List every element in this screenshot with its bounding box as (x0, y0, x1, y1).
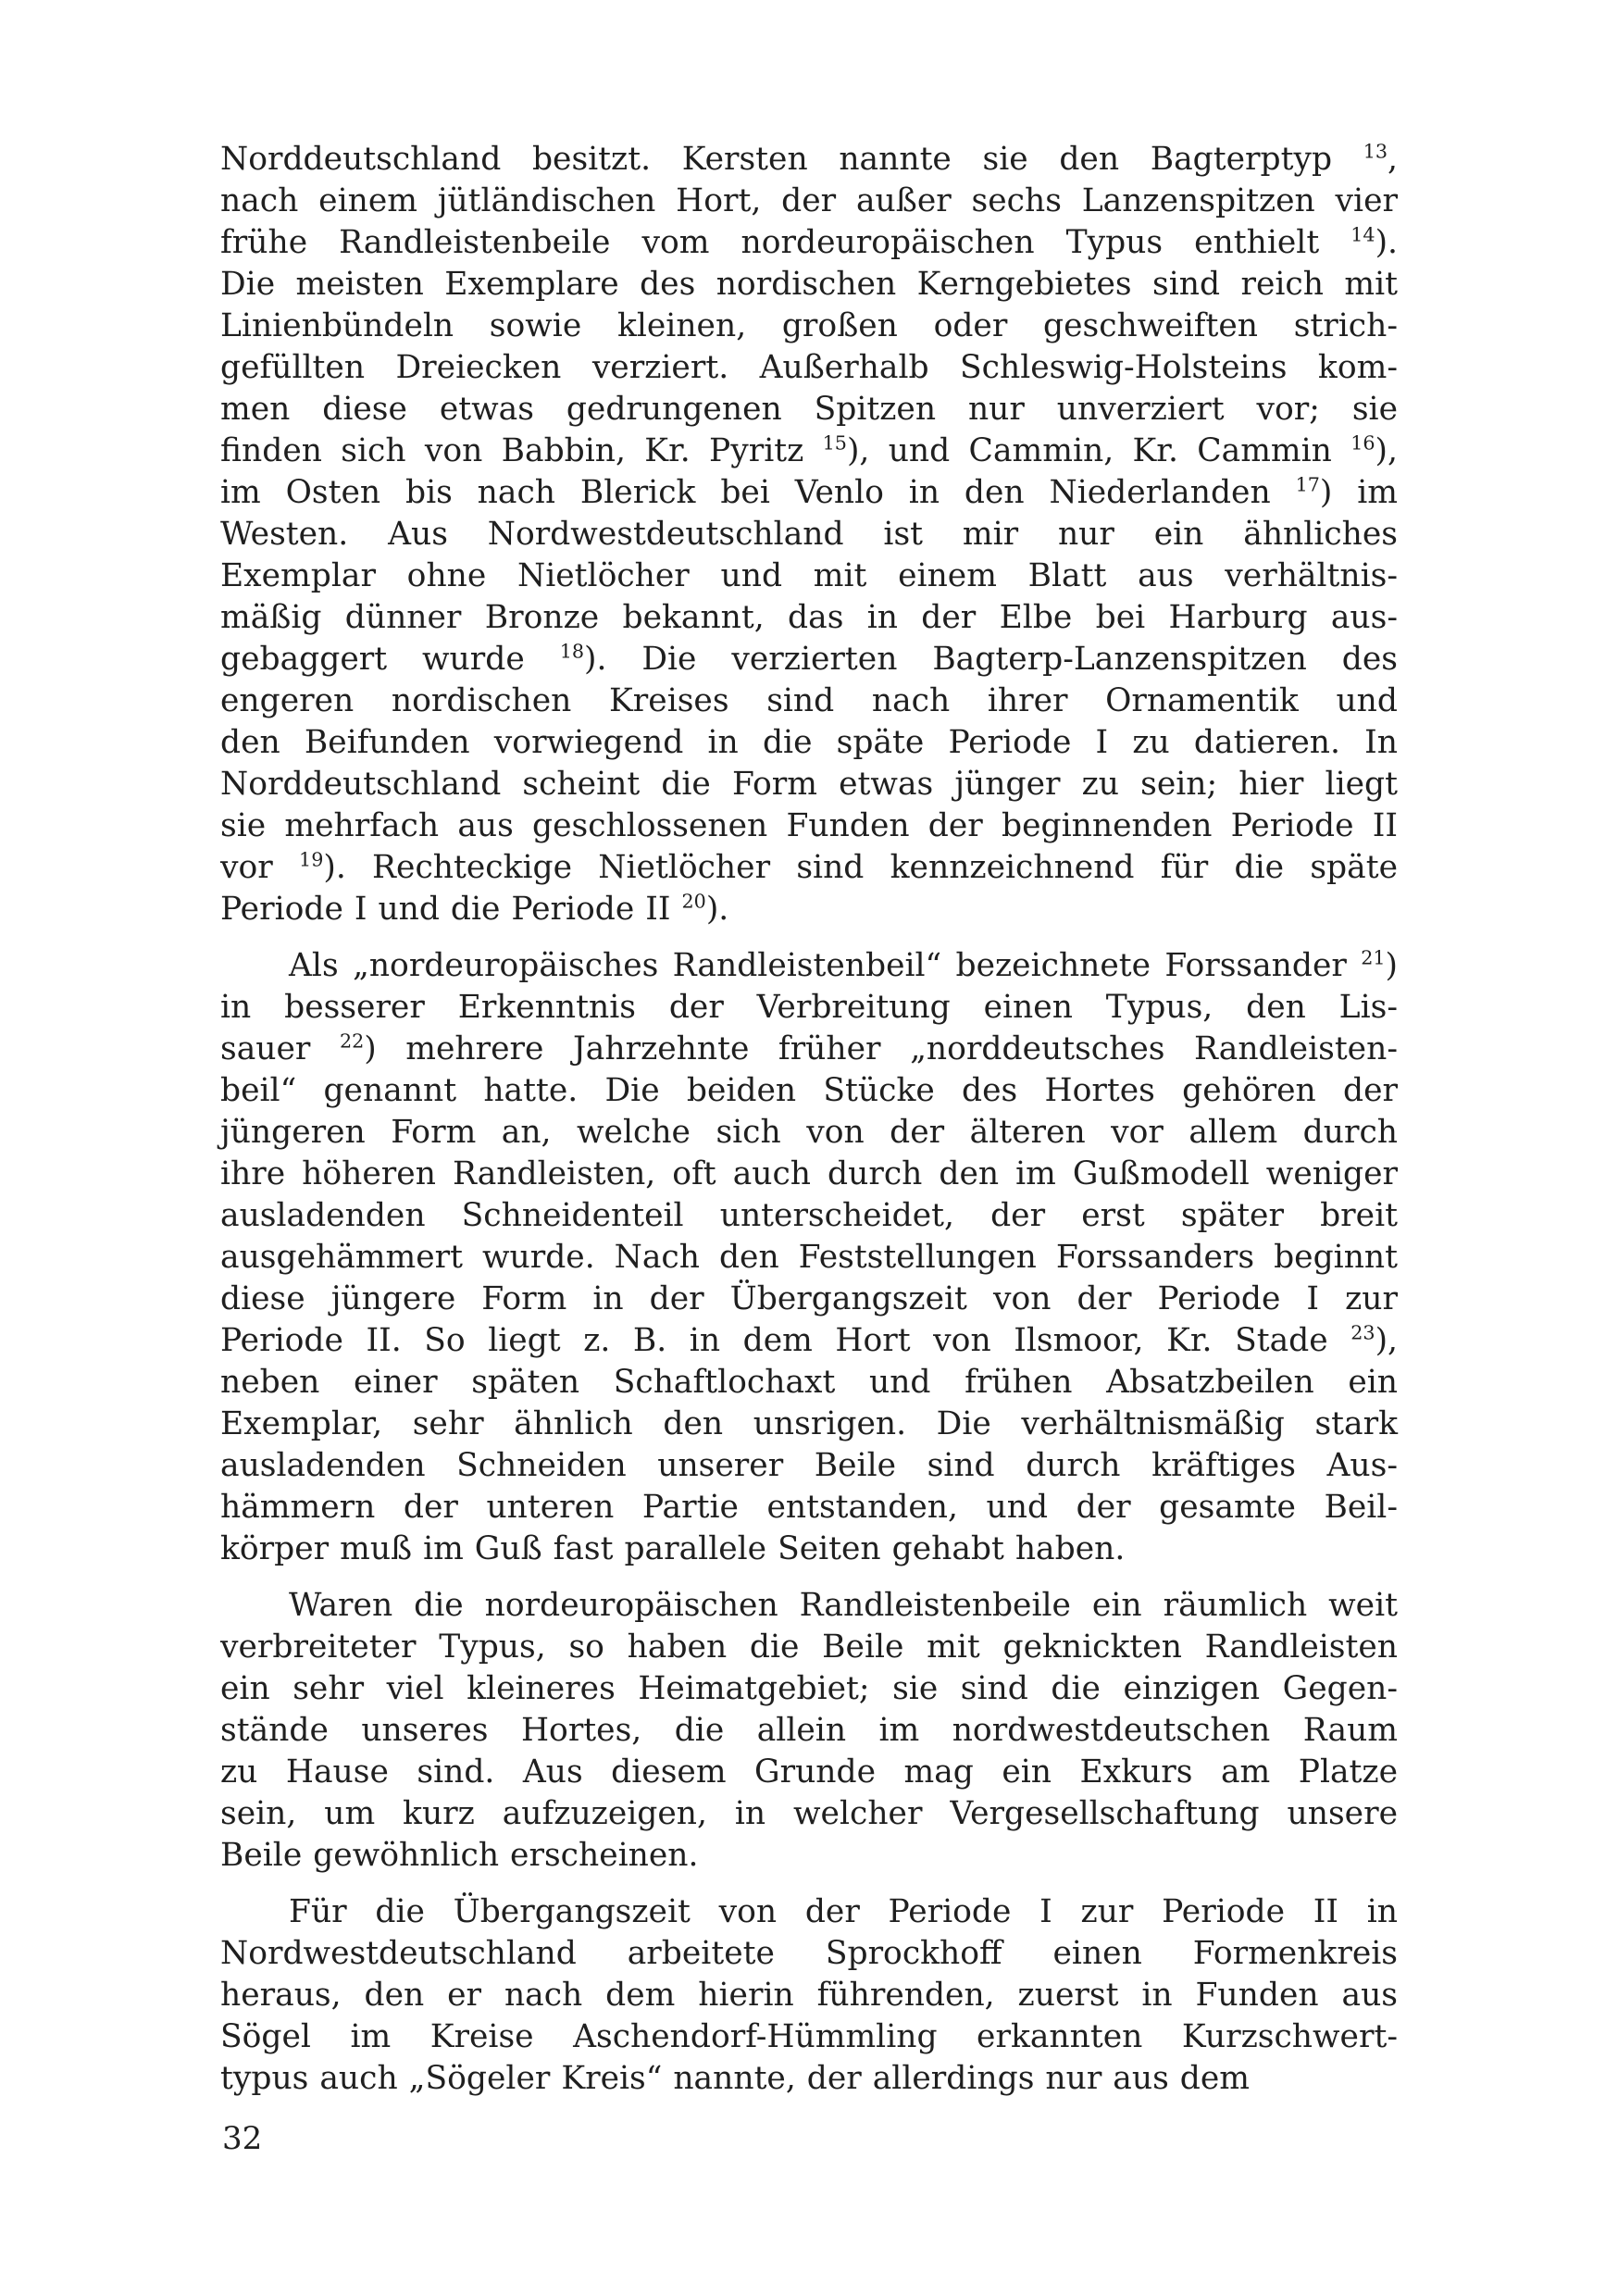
text-run: ), (1375, 432, 1398, 469)
text-run: Periode II. So liegt z. B. in dem Hort von Ilsmoor, Kr. Stade (220, 1322, 1351, 1359)
text-line (220, 1070, 1398, 1112)
text-line (220, 1835, 1398, 1877)
text-line (220, 1529, 1398, 1570)
text-run: Norddeutschland scheint die Form etwas jünger zu sein; hier liegt (220, 766, 1398, 803)
text-line (220, 945, 1398, 987)
text-line (220, 139, 1398, 181)
text-run: Exemplar ohne Nietlöcher und mit einem Blatt aus verhältnis- (220, 557, 1398, 594)
text-run: vor (220, 849, 300, 886)
text-run: zu Hause sind. Aus diesem Grunde mag ein Exkurs am Platze (220, 1753, 1398, 1791)
footnote-ref: 22 (339, 1029, 365, 1053)
text-run: ausladenden Schneiden unserer Beile sind durch kräftiges Aus- (220, 1447, 1398, 1484)
text-line (220, 181, 1398, 222)
text-line (220, 805, 1398, 847)
text-line (220, 1668, 1398, 1710)
paragraph (220, 1585, 1398, 1877)
text-line (220, 764, 1398, 805)
text-run: Exemplar, sehr ähnlich den unsrigen. Die verhältnismäßig stark (220, 1405, 1398, 1442)
text-run: Für die Übergangszeit von der Periode I zur Periode II in (289, 1893, 1398, 1930)
text-run: sein, um kurz aufzuzeigen, in welcher Vergesellschaftung unsere (220, 1795, 1398, 1832)
text-line (220, 1320, 1398, 1362)
paragraph (220, 945, 1398, 1570)
text-line (220, 1237, 1398, 1279)
text-run: ) im (1319, 474, 1398, 511)
footnote-ref: 21 (1361, 946, 1386, 969)
text-run: Nordwestdeutschland arbeitete Sprockhoff einen Formenkreis (220, 1935, 1398, 1972)
text-line (220, 222, 1398, 264)
text-run: stände unseres Hortes, die allein im nordwestdeutschen Raum (220, 1712, 1398, 1749)
text-line (220, 847, 1398, 889)
text-line (220, 1627, 1398, 1668)
text-run: hämmern der unteren Partie entstanden, und der gesamte Beil- (220, 1489, 1398, 1526)
text-line (220, 1793, 1398, 1835)
text-run: im Osten bis nach Blerick bei Venlo in den Niederlanden (220, 474, 1296, 511)
text-run: Norddeutschland besitzt. Kersten nannte sie den Bagterptyp (220, 141, 1363, 178)
text-line (220, 1752, 1398, 1793)
text-run: nach einem jütländischen Hort, der außer sechs Lanzenspitzen vier (220, 182, 1398, 219)
text-run: verbreiteter Typus, so haben die Beile mit geknickten Randleisten (220, 1628, 1398, 1666)
text-run: jüngeren Form an, welche sich von der älteren vor allem durch (220, 1114, 1398, 1151)
text-line (220, 264, 1398, 306)
text-run: ), und Cammin, Kr. Cammin (846, 432, 1351, 469)
text-run: ausladenden Schneidenteil unterscheidet, der erst später breit (220, 1197, 1398, 1234)
text-line (220, 1710, 1398, 1752)
paragraph (220, 1891, 1398, 2100)
text-run: beil“ genannt hatte. Die beiden Stücke des Hortes gehören der (220, 1072, 1398, 1109)
text-line (220, 1029, 1398, 1070)
footnote-ref: 14 (1350, 223, 1375, 246)
text-line (220, 889, 1398, 930)
text-run: ) mehrere Jahrzehnte früher „norddeutsches Randleisten- (364, 1030, 1398, 1067)
text-run: gefüllten Dreiecken verziert. Außerhalb Schleswig-Holsteins kom- (220, 349, 1398, 386)
text-line (220, 1487, 1398, 1529)
page-number: 32 (222, 2120, 263, 2157)
text-run: ). (1375, 224, 1398, 261)
footnote-ref: 16 (1350, 431, 1375, 455)
footnote-ref: 18 (559, 640, 585, 663)
text-line (220, 430, 1398, 472)
text-run: Als „nordeuropäisches Randleistenbeil“ bezeichnete Forssander (289, 947, 1362, 984)
text-run: ausgehämmert wurde. Nach den Feststellungen Forssanders beginnt (220, 1239, 1398, 1276)
text-run: Sögel im Kreise Aschendorf-Hümmling erkannten Kurzschwert- (220, 2018, 1398, 2055)
text-run: , (1388, 141, 1398, 178)
text-run: ) (1385, 947, 1398, 984)
text-line (220, 555, 1398, 597)
text-line (220, 514, 1398, 555)
text-run: ihre höheren Randleisten, oft auch durch den im Gußmodell weniger (220, 1155, 1398, 1192)
text-line (220, 2016, 1398, 2058)
footnote-ref: 13 (1363, 140, 1388, 163)
text-run: diese jüngere Form in der Übergangszeit von der Periode I zur (220, 1280, 1398, 1317)
footnote-ref: 19 (299, 848, 324, 871)
text-run: den Beifunden vorwiegend in die späte Periode I zu datieren. In (220, 724, 1398, 761)
text-line (220, 987, 1398, 1029)
text-line (220, 597, 1398, 639)
text-run: ). (705, 891, 729, 928)
page-body (220, 139, 1398, 2100)
text-line (220, 1362, 1398, 1404)
text-line (220, 1585, 1398, 1627)
text-run: Beile gewöhnlich erscheinen. (220, 1837, 699, 1874)
text-run: Die meisten Exemplare des nordischen Kerngebietes sind reich mit (220, 266, 1398, 303)
text-run: ). Die verzierten Bagterp-Lanzenspitzen des (584, 641, 1398, 678)
text-run: engeren nordischen Kreises sind nach ihrer Ornamentik und (220, 682, 1398, 719)
footnote-ref: 23 (1350, 1321, 1375, 1344)
text-line (220, 1404, 1398, 1445)
text-line (220, 472, 1398, 514)
text-run: men diese etwas gedrungenen Spitzen nur unverziert vor; sie (220, 391, 1398, 428)
text-line (220, 722, 1398, 764)
text-run: frühe Randleistenbeile vom nordeuropäischen Typus enthielt (220, 224, 1351, 261)
footnote-ref: 17 (1295, 473, 1320, 496)
text-line (220, 1891, 1398, 1933)
text-run: ), (1375, 1322, 1398, 1359)
text-line (220, 1195, 1398, 1237)
text-run: Periode I und die Periode II (220, 891, 682, 928)
text-run: Westen. Aus Nordwestdeutschland ist mir nur ein ähnliches (220, 516, 1398, 553)
text-line (220, 306, 1398, 347)
text-run: Waren die nordeuropäischen Randleistenbeile ein räumlich weit (289, 1587, 1398, 1624)
text-line (220, 1445, 1398, 1487)
text-line (220, 1279, 1398, 1320)
text-line (220, 1933, 1398, 1975)
text-run: in besserer Erkenntnis der Verbreitung einen Typus, den Lis- (220, 989, 1398, 1026)
text-run: ein sehr viel kleineres Heimatgebiet; sie sind die einzigen Gegen- (220, 1670, 1398, 1707)
text-run: gebaggert wurde (220, 641, 560, 678)
text-line (220, 1112, 1398, 1154)
footnote-ref: 20 (681, 890, 706, 913)
text-line (220, 2058, 1398, 2100)
text-run: mäßig dünner Bronze bekannt, das in der Elbe bei Harburg aus- (220, 599, 1398, 636)
text-run: Linienbündeln sowie kleinen, großen oder geschweiften strich- (220, 307, 1398, 344)
text-line (220, 1154, 1398, 1195)
text-run: sie mehrfach aus geschlossenen Funden der beginnenden Periode II (220, 807, 1398, 844)
text-run: körper muß im Guß fast parallele Seiten gehabt haben. (220, 1530, 1126, 1567)
text-run: neben einer späten Schaftlochaxt und frühen Absatzbeilen ein (220, 1364, 1398, 1401)
text-run: typus auch „Sögeler Kreis“ nannte, der allerdings nur aus dem (220, 2060, 1250, 2097)
text-line (220, 1975, 1398, 2016)
text-line (220, 639, 1398, 680)
text-line (220, 389, 1398, 430)
text-run: finden sich von Babbin, Kr. Pyritz (220, 432, 823, 469)
footnote-ref: 15 (822, 431, 847, 455)
text-line (220, 680, 1398, 722)
text-run: ). Rechteckige Nietlöcher sind kennzeichnend für die späte (323, 849, 1398, 886)
text-line (220, 347, 1398, 389)
text-run: sauer (220, 1030, 340, 1067)
paragraph (220, 139, 1398, 930)
text-run: heraus, den er nach dem hierin führenden, zuerst in Funden aus (220, 1977, 1398, 2014)
